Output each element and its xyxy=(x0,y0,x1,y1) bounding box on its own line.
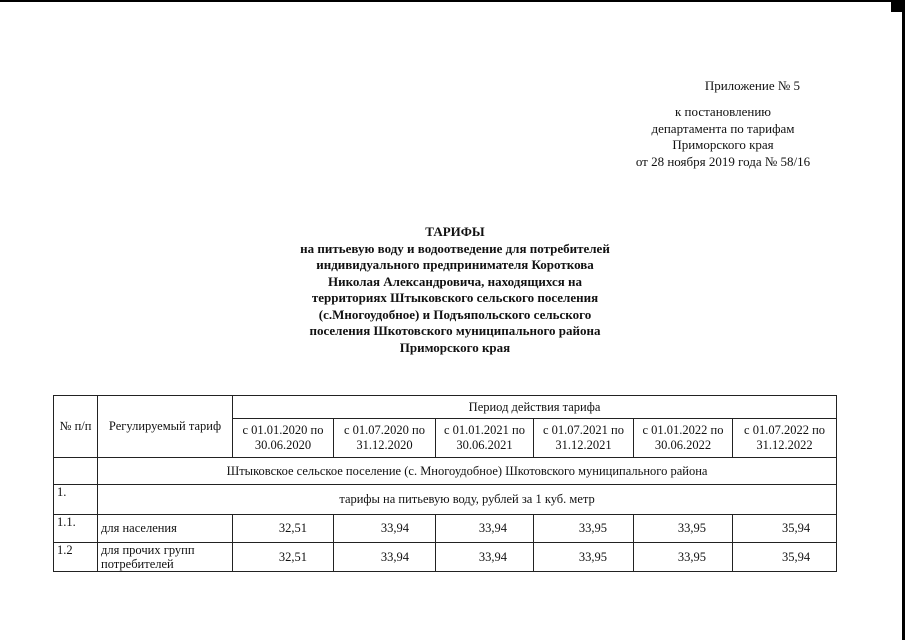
approval-line: к постановлению xyxy=(674,104,772,119)
header-tariff: Регулируемый тариф xyxy=(98,396,233,458)
value-cell: 32,51 xyxy=(233,543,334,572)
row-number: 1.1. xyxy=(54,515,98,543)
value-cell: 33,95 xyxy=(634,543,733,572)
value-cell: 35,94 xyxy=(733,543,837,572)
value-cell: 33,94 xyxy=(436,543,534,572)
section-row xyxy=(54,458,837,485)
table-row xyxy=(54,515,837,543)
value-cell: 33,94 xyxy=(334,515,436,543)
period-cell: с 01.01.2020 по 30.06.2020 xyxy=(233,419,334,458)
value-cell: 33,95 xyxy=(534,515,634,543)
title-line: Николая Александровича, находящихся на xyxy=(327,273,583,289)
tariff-table xyxy=(53,395,837,572)
title-line: (с.Многоудобное) и Подъяпольского сельского xyxy=(318,306,592,322)
value-cell: 33,94 xyxy=(334,543,436,572)
approval-line: от 28 ноября 2019 года № 58/16 xyxy=(635,153,811,169)
section-number-cell xyxy=(54,458,98,485)
period-cell: с 01.01.2021 по 30.06.2021 xyxy=(436,419,534,458)
tariff-group-number: 1. xyxy=(54,485,98,515)
header-period: Период действия тарифа xyxy=(233,396,837,419)
tariff-group-row xyxy=(54,485,837,515)
row-label: для населения xyxy=(98,515,233,543)
title-line: территориях Штыковского сельского поселения xyxy=(311,290,599,305)
table-header-row xyxy=(54,396,837,419)
approval-block xyxy=(600,104,846,170)
value-cell: 33,94 xyxy=(436,515,534,543)
section-title: Штыковское сельское поселение (с. Многоудобное) Шкотовского муниципального района xyxy=(98,458,837,485)
period-cell: с 01.07.2022 по 31.12.2022 xyxy=(733,419,837,458)
title-line: индивидуального предпринимателя Короткова xyxy=(316,257,594,272)
period-cell: с 01.07.2021 по 31.12.2021 xyxy=(534,419,634,458)
value-cell: 35,94 xyxy=(733,515,837,543)
appendix-label: Приложение № 5 xyxy=(704,78,800,93)
document-title xyxy=(240,224,670,356)
header-number: № п/п xyxy=(54,396,98,458)
row-label: для прочих групп потребителей xyxy=(98,543,233,572)
scan-edge-top xyxy=(0,0,905,2)
scan-corner xyxy=(891,0,905,12)
title-main: ТАРИФЫ xyxy=(425,224,485,239)
row-number: 1.2 xyxy=(54,543,98,572)
value-cell: 33,95 xyxy=(634,515,733,543)
approval-line: департамента по тарифам xyxy=(651,120,795,136)
tariff-group-title: тарифы на питьевую воду, рублей за 1 куб. метр xyxy=(98,485,837,515)
period-cell: с 01.07.2020 по 31.12.2020 xyxy=(334,419,436,458)
title-line: на питьевую воду и водоотведение для потребителей xyxy=(300,240,610,256)
title-line: поселения Шкотовского муниципального района xyxy=(309,323,601,338)
table-row xyxy=(54,543,837,572)
title-line: Приморского края xyxy=(399,339,511,355)
value-cell: 33,95 xyxy=(534,543,634,572)
period-cell: с 01.01.2022 по 30.06.2022 xyxy=(634,419,733,458)
value-cell: 32,51 xyxy=(233,515,334,543)
approval-line: Приморского края xyxy=(672,137,774,152)
